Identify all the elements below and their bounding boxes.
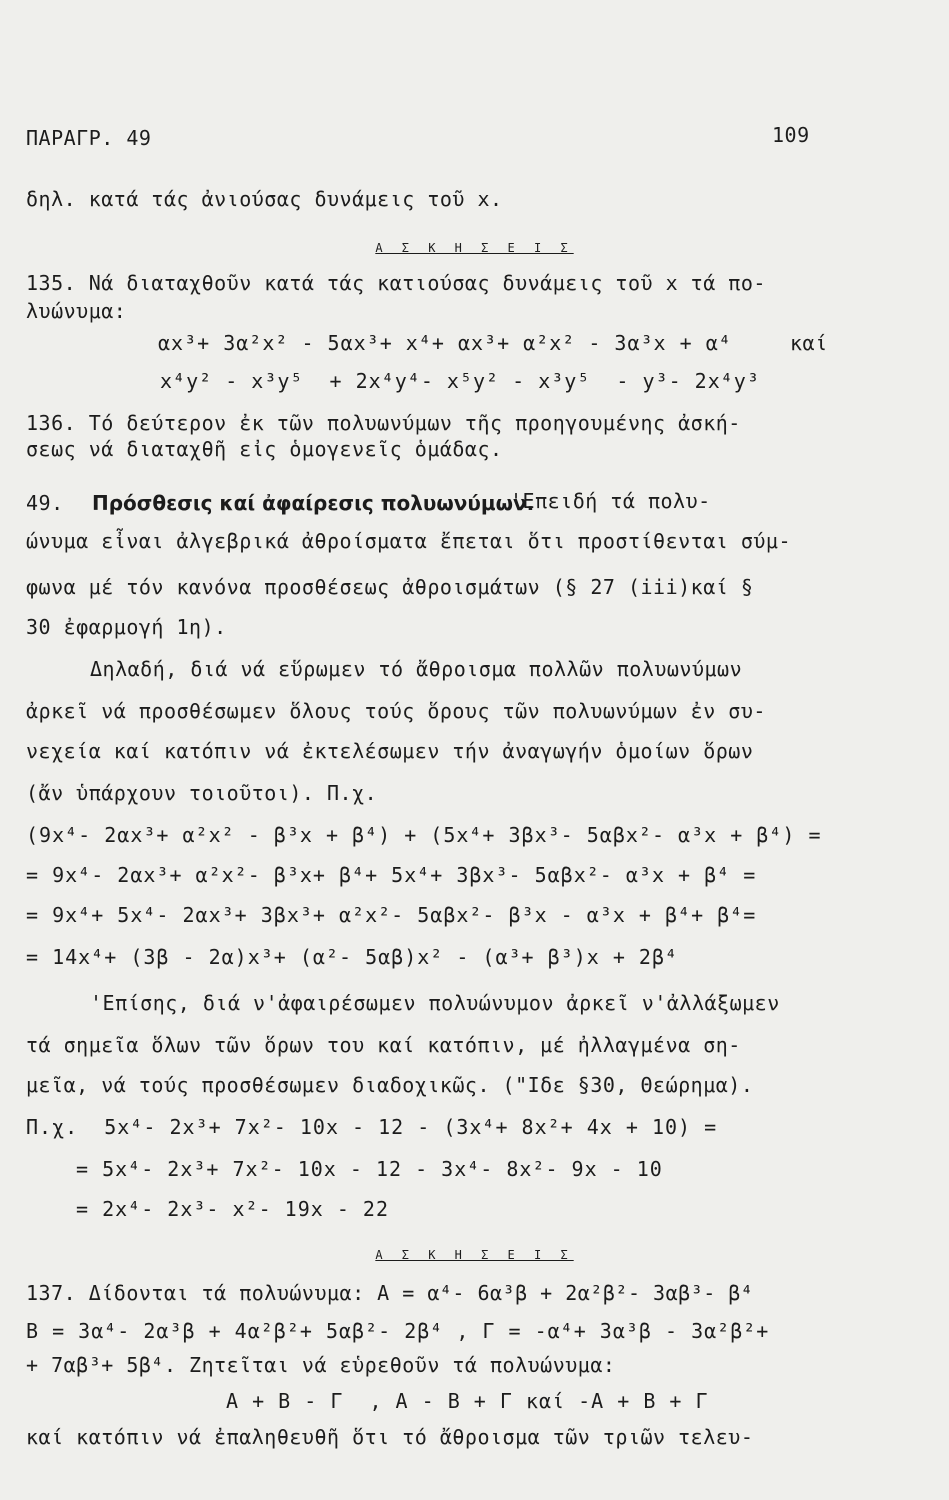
- paragraph-3-line-3: μεῖα, νά τούς προσθέσωμεν διαδοχικῶς. ("Ιδε §30, Θεώρημα).: [26, 1073, 754, 1097]
- section-49-line-1-rest: 'Επειδή τά πολυ-: [510, 489, 711, 513]
- page-number: 109: [772, 123, 810, 147]
- exercise-135-line-2: λυώνυμα:: [26, 299, 127, 323]
- page-header-section: ΠΑΡΑΓΡ. 49: [26, 126, 152, 150]
- section-49-heading: Πρόσθεσις καί ἀφαίρεσις πολυωνύμων.: [92, 491, 535, 515]
- paragraph-2-line-1: Δηλαδή, διά νά εὕρωμεν τό ἄθροισμα πολλῶν πολυωνύμων: [90, 657, 743, 681]
- exercises-title-1: Α Σ Κ Η Σ Ε Ι Σ: [375, 241, 574, 255]
- exercise-135-polynomial-1: αx³+ 3α²x² - 5αx³+ x⁴+ αx³+ α²x² - 3α³x + α⁴: [158, 331, 732, 355]
- example-2-line-2: = 5x⁴- 2x³+ 7x²- 10x - 12 - 3x⁴- 8x²- 9x - 10: [76, 1157, 663, 1181]
- exercises-title-2: Α Σ Κ Η Σ Ε Ι Σ: [375, 1248, 574, 1262]
- example-2-line-1: Π.χ. 5x⁴- 2x³+ 7x²- 10x - 12 - (3x⁴+ 8x²+ 4x + 10) =: [26, 1115, 718, 1139]
- exercise-135-line-1: 135. Νά διαταχθοῦν κατά τάς κατιούσας δυνάμεις τοῦ x τά πο-: [26, 271, 766, 295]
- paragraph-2-line-3: νεχεία καί κατόπιν νά ἐκτελέσωμεν τήν ἀναγωγήν ὁμοίων ὅρων: [26, 739, 754, 763]
- exercise-137-line-3: + 7αβ³+ 5β⁴. Ζητεῖται νά εὑρεθοῦν τά πολυώνυμα:: [26, 1353, 616, 1377]
- exercise-137-line-4: Α + Β - Γ , Α - Β + Γ καί -Α + Β + Γ: [226, 1389, 709, 1413]
- example-1-line-4: = 14x⁴+ (3β - 2α)x³+ (α²- 5αβ)x² - (α³+ β³)x + 2β⁴: [26, 945, 679, 969]
- section-49-line-3: φωνα μέ τόν κανόνα προσθέσεως ἀθροισμάτων (§ 27 (iii)καί §: [26, 575, 754, 599]
- paragraph-2-line-2: ἀρκεῖ νά προσθέσωμεν ὅλους τούς ὅρους τῶν πολυωνύμων ἐν συ-: [26, 699, 766, 723]
- section-49-line-4: 30 ἐφαρμογή 1η).: [26, 615, 227, 639]
- section-49-number: 49.: [26, 491, 64, 515]
- example-1-line-3: = 9x⁴+ 5x⁴- 2αx³+ 3βx³+ α²x²- 5αβx²- β³x - α³x + β⁴+ β⁴=: [26, 903, 757, 927]
- exercise-137-line-1: 137. Δίδονται τά πολυώνυμα: Α = α⁴- 6α³β + 2α²β²- 3αβ³- β⁴: [26, 1281, 754, 1305]
- section-49-line-2: ώνυμα εἶναι ἀλγεβρικά ἀθροίσματα ἔπεται ὅτι προστίθενται σύμ-: [26, 529, 792, 553]
- exercise-135-kai: καί: [790, 331, 828, 355]
- example-2-line-3: = 2x⁴- 2x³- x²- 19x - 22: [76, 1197, 389, 1221]
- example-1-line-2: = 9x⁴- 2αx³+ α²x²- β³x+ β⁴+ 5x⁴+ 3βx³- 5αβx²- α³x + β⁴ =: [26, 863, 757, 887]
- exercise-137-line-2: Β = 3α⁴- 2α³β + 4α²β²+ 5αβ²- 2β⁴ , Γ = -α⁴+ 3α³β - 3α²β²+: [26, 1319, 770, 1343]
- exercise-137-line-5: καί κατόπιν νά ἐπαληθευθῆ ὅτι τό ἄθροισμα τῶν τριῶν τελευ-: [26, 1425, 754, 1449]
- intro-line: δηλ. κατά τάς ἀνιούσας δυνάμεις τοῦ x.: [26, 187, 503, 211]
- paragraph-2-line-4: (ἄν ὑπάρχουν τοιοῦτοι). Π.χ.: [26, 781, 378, 805]
- exercise-135-polynomial-2: x⁴y² - x³y⁵ + 2x⁴y⁴- x⁵y² - x³y⁵ - y³- 2x⁴y³: [160, 369, 760, 393]
- paragraph-3-line-1: 'Επίσης, διά ν'ἀφαιρέσωμεν πολυώνυμον ἀρκεῖ ν'ἀλλάξωμεν: [90, 991, 780, 1015]
- paragraph-3-line-2: τά σημεῖα ὅλων τῶν ὅρων του καί κατόπιν, μέ ἠλλαγμένα ση-: [26, 1033, 741, 1057]
- example-1-line-1: (9x⁴- 2αx³+ α²x² - β³x + β⁴) + (5x⁴+ 3βx³- 5αβx²- α³x + β⁴) =: [26, 823, 822, 847]
- exercise-136-line-1: 136. Τό δεύτερον ἐκ τῶν πολυωνύμων τῆς προηγουμένης ἀσκή-: [26, 411, 741, 435]
- exercise-136-line-2: σεως νά διαταχθῆ εἰς ὁμογενεῖς ὁμάδας.: [26, 437, 503, 461]
